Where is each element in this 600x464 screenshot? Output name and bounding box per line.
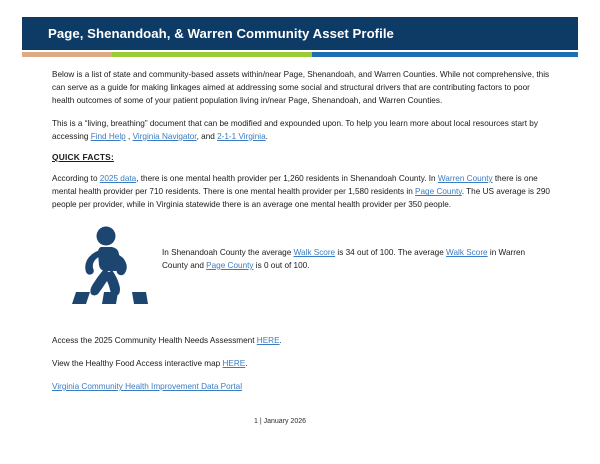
page-footer: 1 | January 2026	[253, 418, 307, 425]
link-food-access-here[interactable]: HERE	[222, 358, 246, 368]
intro-paragraph-2-text-1: This is a “living, breathing” document that can be modified and expounded upon. To help you learn more about local resources start by accessing	[52, 118, 538, 141]
link-warren-county[interactable]: Warren County	[437, 174, 493, 184]
resource-link-line-data-portal	[52, 380, 552, 393]
intro-paragraph-2	[52, 117, 552, 143]
link-page-county[interactable]: Page County	[415, 187, 462, 197]
walk-score-text-1: In Shenandoah County the average	[162, 247, 294, 257]
quick-facts-text-1: According to	[52, 174, 100, 184]
link-virginia-navigator[interactable]: Virginia Navigator	[132, 131, 197, 141]
food-access-text-suffix: .	[245, 358, 248, 368]
link-walk-score-shenandoah[interactable]: Walk Score	[293, 247, 336, 257]
quick-facts-text-3: there is one mental health provider per 710 residents. There is one mental health provider per 1,580 residents in	[52, 174, 538, 197]
walk-score-text	[162, 246, 552, 272]
accent-segment-tan	[22, 52, 112, 57]
link-chna-here[interactable]: HERE	[256, 335, 280, 345]
link-virginia-data-portal[interactable]: Virginia Community Health Improvement Data Portal	[52, 382, 243, 392]
intro-paragraph-2-sep-2: , and	[196, 131, 218, 141]
document-body	[52, 68, 552, 403]
food-access-text-prefix: View the Healthy Food Access interactive map	[52, 358, 223, 368]
chna-text-prefix: Access the 2025 Community Health Needs Assessment	[52, 335, 257, 345]
chna-text-suffix: .	[279, 335, 282, 345]
intro-paragraph-2-end: .	[265, 131, 268, 141]
pedestrian-crosswalk-icon	[60, 226, 152, 304]
quick-facts-text-2: , there is one mental health provider per 1,260 residents in Shenandoah County. In	[136, 174, 438, 184]
walk-score-block	[52, 226, 552, 308]
walk-score-text-3: in Warren County and	[162, 247, 526, 270]
link-page-county-walk-score[interactable]: Page County	[206, 260, 254, 270]
link-find-help[interactable]: Find Help	[90, 131, 126, 141]
accent-rule	[22, 52, 578, 57]
resource-link-line-chna	[52, 334, 552, 347]
link-walk-score-warren[interactable]: Walk Score	[446, 247, 488, 257]
quick-facts-text-4: . The US average is 290 people per provider, while in Virginia statewide there is an average one mental health provider per 350 people.	[52, 187, 550, 210]
quick-facts-heading: QUICK FACTS:	[52, 152, 114, 163]
resource-link-line-food-access	[52, 357, 552, 370]
accent-segment-blue	[312, 52, 578, 57]
link-211-virginia[interactable]: 2-1-1 Virginia	[217, 131, 266, 141]
walk-score-text-2: is 34 out of 100. The average	[335, 247, 447, 257]
link-2025-data[interactable]: 2025 data	[99, 174, 137, 184]
intro-paragraph-2-sep-1: ,	[125, 131, 133, 141]
walk-score-text-4: is 0 out of 100.	[253, 260, 310, 270]
page-header-banner	[22, 17, 578, 50]
accent-segment-green	[112, 52, 312, 57]
page-title: Page, Shenandoah, & Warren Community Asset Profile	[48, 26, 394, 41]
intro-paragraph-1: Below is a list of state and community-based assets within/near Page, Shenandoah, and Warren Counties. While not comprehensive, this can serve as a guide for making linkages aimed at addressing some social and structural drivers that are contributing factors to poor health outcomes of some of your patient population living in/near Page, Shenandoah, and Warren Counties.	[52, 70, 550, 106]
resource-link-list	[52, 334, 552, 394]
quick-facts-paragraph	[52, 172, 552, 212]
